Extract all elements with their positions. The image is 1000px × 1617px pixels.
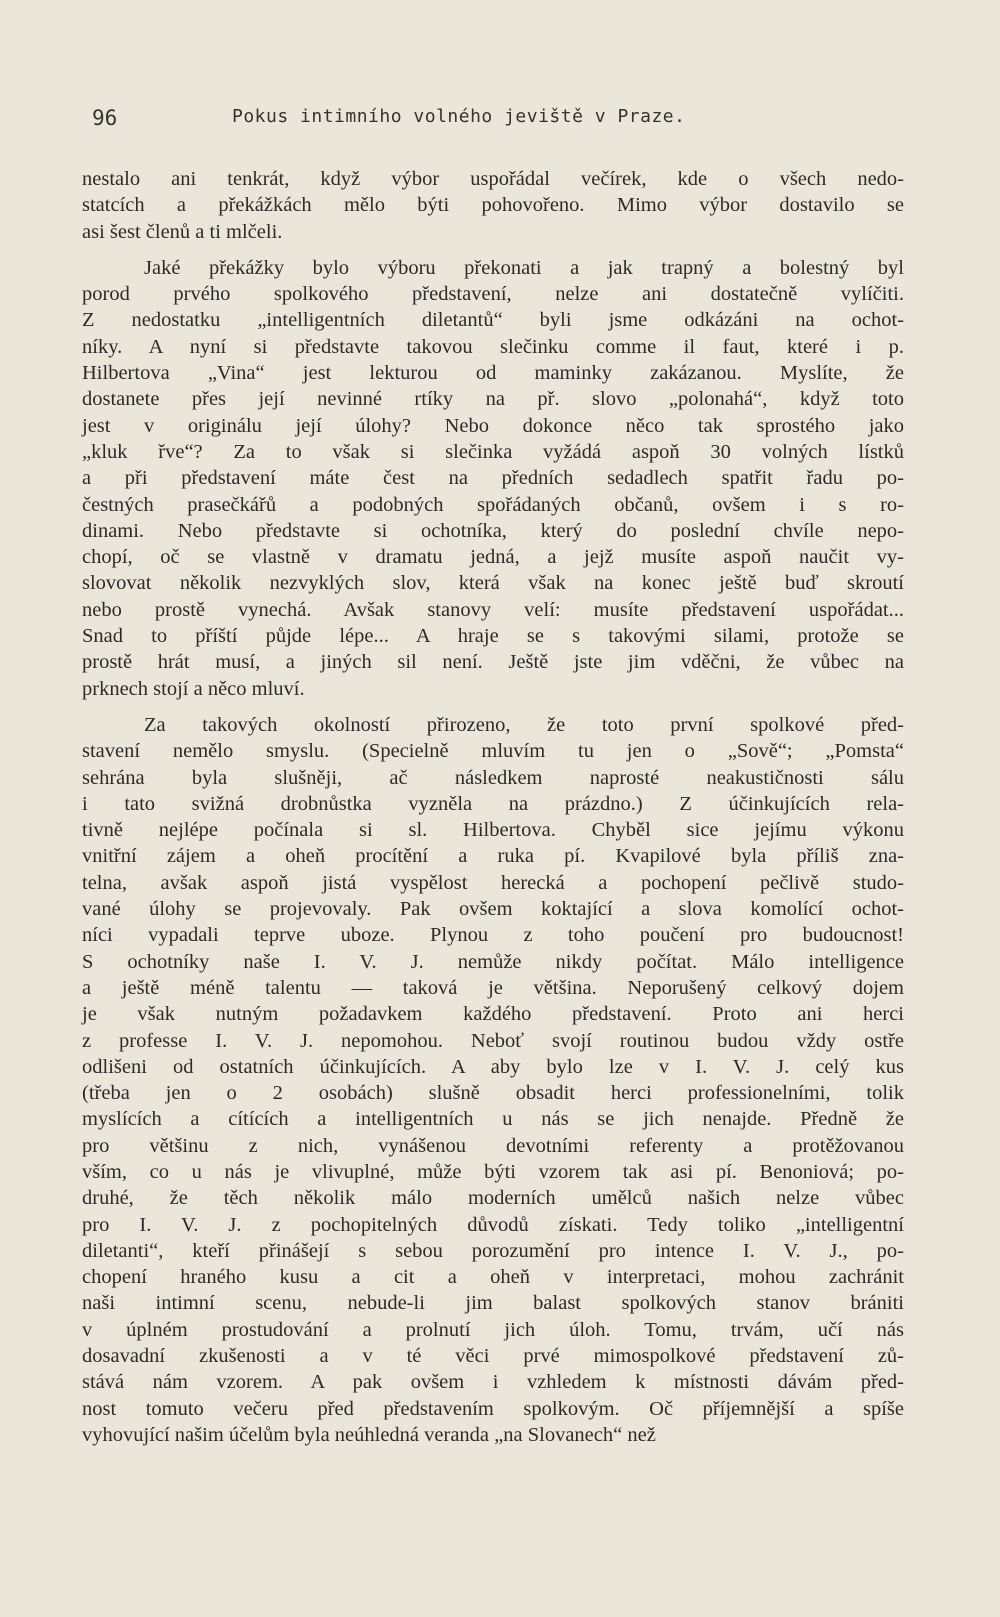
running-title: Pokus intimního volného jeviště v Praze. — [232, 106, 686, 127]
text-line: (třeba jen o 2 osobách) slušně obsadit herci professionelními, tolik — [82, 1082, 904, 1105]
text-line: vyhovující našim účelům byla neúhledná veranda „na Slovanech“ než — [82, 1423, 656, 1446]
text-line: nebo prostě vynechá. Avšak stanovy velí: musíte představení uspořádat... — [82, 598, 904, 621]
text-line: slovovat několik nezvyklých slov, která však na konec ještě buď skroutí — [82, 572, 904, 595]
text-line: prostě hrát musí, a jiných sil není. Ještě jste jim vděčni, že vůbec na — [82, 651, 904, 674]
paragraph — [82, 166, 904, 245]
text-line: nost tomuto večeru před představením spolkovým. Oč příjemnější a spíše — [82, 1397, 904, 1420]
text-line: z professe I. V. J. nepomohou. Neboť svojí routinou budou vždy ostře — [82, 1029, 904, 1052]
running-head — [82, 98, 905, 138]
text-line: dinami. Nebo představte si ochotníka, který do poslední chvíle nepo- — [82, 519, 904, 542]
text-line: prknech stojí a něco mluví. — [82, 677, 305, 700]
text-line: „kluk řve“? Za to však si slečinka vyžádá aspoň 30 volných lístků — [82, 440, 904, 463]
text-line: diletanti“, kteří přinášejí s sebou porozumění pro intence I. V. J., po- — [82, 1239, 904, 1262]
text-line: níky. A nyní si představte takovou slečinku comme il faut, které i p. — [82, 335, 904, 358]
paragraph — [82, 712, 904, 1448]
text-line: i tato svižná drobnůstka vyzněla na prázdno.) Z účinkujících rela- — [82, 792, 904, 815]
text-line: pro většinu z nich, vynášenou devotními referenty a protěžovanou — [82, 1134, 904, 1157]
text-line: a ještě méně talentu — taková je většina. Neporušený celkový dojem — [82, 976, 904, 999]
text-line: chopení hraného kusu a cit a oheň v interpretaci, mohou zachránit — [82, 1266, 904, 1289]
text-line: Z nedostatku „intelligentních diletantů“ byli jsme odkázáni na ochot- — [82, 309, 904, 332]
text-line: statcích a překážkách mělo býti pohovořeno. Mimo výbor dostavilo se — [82, 194, 904, 217]
text-line: porod prvého spolkového představení, nelze ani dostatečně vylíčiti. — [82, 283, 904, 306]
text-line: dosavadní zkušenosti a v té věci prvé mimospolkové představení zů- — [82, 1345, 904, 1368]
text-line: telna, avšak aspoň jistá vyspělost herecká a pochopení pečlivě studo- — [82, 871, 904, 894]
text-line: níci vypadali teprve uboze. Plynou z toho poučení pro budoucnost! — [82, 924, 904, 947]
text-line: stává nám vzorem. A pak ovšem i vzhledem k místnosti dávám před- — [82, 1371, 904, 1394]
text-line: a při představení máte čest na předních sedadlech spatřit řadu po- — [82, 467, 904, 490]
text-line: v úplném prostudování a prolnutí jich úloh. Tomu, trvám, učí nás — [82, 1318, 904, 1341]
text-line: nestalo ani tenkrát, když výbor uspořádal večírek, kde o všech nedo- — [82, 168, 904, 190]
text-line: čestných prasečkářů a podobných spořádaných občanů, ovšem i s ro- — [82, 493, 904, 516]
paragraph — [82, 255, 904, 702]
text-line: odlišeni od ostatních účinkujících. A aby bylo lze v I. V. J. celý kus — [82, 1055, 904, 1078]
text-line: vnitřní zájem a oheň procítění a ruka pí. Kvapilové byla příliš zna- — [82, 845, 904, 868]
text-line: S ochotníky naše I. V. J. nemůže nikdy počítat. Málo intelligence — [82, 950, 904, 973]
text-line: sehrána byla slušněji, ač následkem naprosté neakustičnosti sálu — [82, 766, 904, 789]
text-line: je však nutným požadavkem každého představení. Proto ani herci — [82, 1003, 904, 1026]
text-line: stavení nemělo smyslu. (Specielně mluvím tu jen o „Sově“; „Pomsta“ — [82, 740, 904, 763]
page-number: 96 — [92, 106, 118, 130]
text-line: Hilbertova „Vina“ jest lekturou od maminky zakázanou. Myslíte, že — [82, 362, 904, 385]
text-line: asi šest členů a ti mlčeli. — [82, 220, 283, 243]
text-line: vané úlohy se projevovaly. Pak ovšem koktající a slova komolící ochot- — [82, 898, 904, 921]
text-line: Za takových okolností přirozeno, že toto první spolkové před- — [144, 713, 904, 736]
text-line: tivně nejlépe počínala si sl. Hilbertova. Chyběl sice jejímu výkonu — [82, 819, 904, 842]
text-line: dostanete přes její nevinné rtíky na př. slovo „polonahá“, když toto — [82, 388, 904, 411]
text-line: vším, co u nás je vlivuplné, může býti vzorem tak asi pí. Benoniová; po- — [82, 1160, 904, 1183]
body-text — [82, 166, 904, 1448]
text-line: druhé, že těch několik málo moderních umělců našich nelze vůbec — [82, 1187, 904, 1210]
text-line: Jaké překážky bylo výboru překonati a jak trapný a bolestný byl — [144, 256, 904, 279]
text-line: myslících a cítících a intelligentních u nás se jich nenajde. Předně že — [82, 1108, 904, 1131]
text-line: Snad to příští půjde lépe... A hraje se s takovými silami, protože se — [82, 625, 904, 648]
text-line: naši intimní scenu, nebude-li jim balast spolkových stanov brániti — [82, 1292, 904, 1315]
text-line: chopí, oč se vlastně v dramatu jedná, a jejž musíte aspoň naučit vy- — [82, 546, 904, 569]
text-line: pro I. V. J. z pochopitelných důvodů získati. Tedy toliko „intelligentní — [82, 1213, 904, 1236]
text-line: jest v originálu její úlohy? Nebo dokonce něco tak sprostého jako — [82, 414, 904, 437]
